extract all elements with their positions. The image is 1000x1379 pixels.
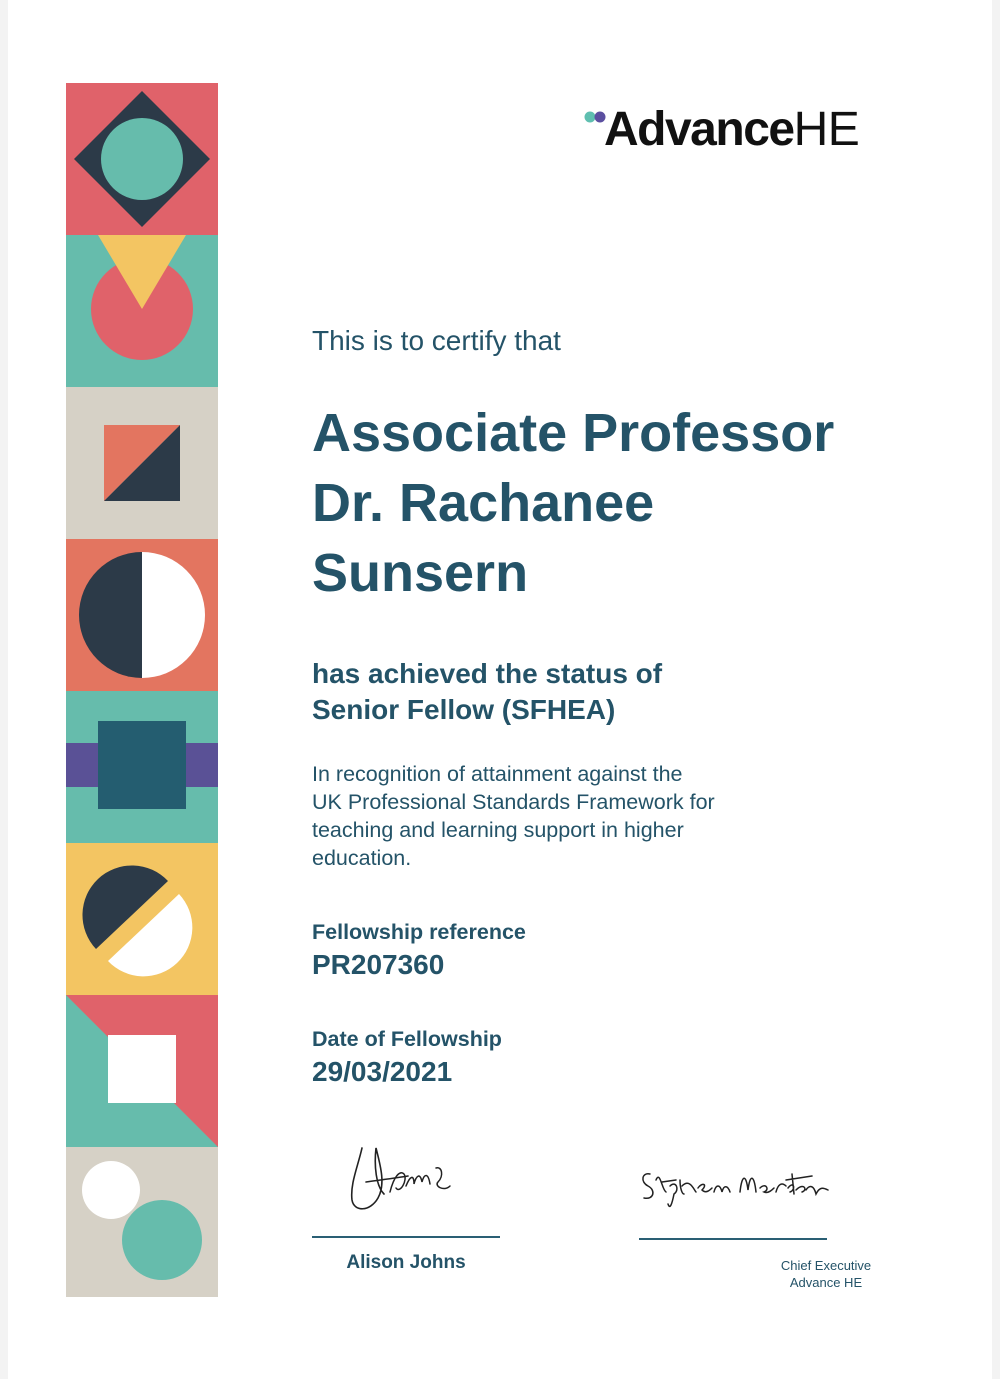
certify-intro: This is to certify that bbox=[312, 325, 561, 356]
tile-half-circle bbox=[66, 539, 218, 691]
fellowship-reference-value: PR207360 bbox=[312, 949, 445, 980]
signatory-title-right bbox=[760, 1257, 892, 1291]
tile-split-square bbox=[66, 387, 218, 539]
signature-stephen-marston bbox=[636, 1160, 832, 1212]
tile-diamond bbox=[66, 83, 218, 235]
page-edge-left bbox=[0, 0, 8, 1379]
signature-alison-johns bbox=[340, 1136, 480, 1220]
recognition-line: teaching and learning support in higher bbox=[312, 818, 684, 842]
tile-square-band bbox=[66, 691, 218, 843]
achievement-statement: has achieved the status of bbox=[312, 658, 663, 689]
fellowship-date-value: 29/03/2021 bbox=[312, 1056, 453, 1087]
fellowship-date-label: Date of Fellowship bbox=[312, 1027, 502, 1051]
tile-two-circles bbox=[66, 1147, 218, 1297]
tile-triangle-circle bbox=[66, 235, 218, 387]
tile-broken-circle bbox=[66, 843, 218, 995]
fellowship-reference-label: Fellowship reference bbox=[312, 920, 526, 944]
recipient-name-line: Associate Professor bbox=[312, 403, 835, 463]
signatory-title-line: Advance HE bbox=[789, 1275, 863, 1290]
decorative-pattern-strip bbox=[66, 83, 218, 1297]
recipient-name bbox=[312, 398, 952, 608]
page-edge-right bbox=[992, 0, 1000, 1379]
signatory-title-line: Chief Executive bbox=[780, 1258, 872, 1273]
tile-white-square bbox=[66, 995, 218, 1147]
fellowship-status: Senior Fellow (SFHEA) bbox=[312, 694, 616, 725]
recipient-name-line: Sunsern bbox=[312, 543, 529, 603]
signatory-name-left: Alison Johns bbox=[346, 1252, 466, 1273]
logo-wordmark-he: HE bbox=[793, 103, 860, 156]
signature-line-left bbox=[312, 1236, 500, 1238]
recognition-statement bbox=[312, 760, 782, 872]
recognition-line: In recognition of attainment against the bbox=[312, 762, 683, 786]
recognition-line: UK Professional Standards Framework for bbox=[312, 790, 715, 814]
logo-wordmark bbox=[604, 102, 859, 158]
signature-line-right bbox=[639, 1238, 827, 1240]
recognition-line: education. bbox=[312, 846, 412, 870]
logo-wordmark-advance: Advance bbox=[604, 103, 794, 156]
recipient-name-line: Dr. Rachanee bbox=[312, 473, 655, 533]
